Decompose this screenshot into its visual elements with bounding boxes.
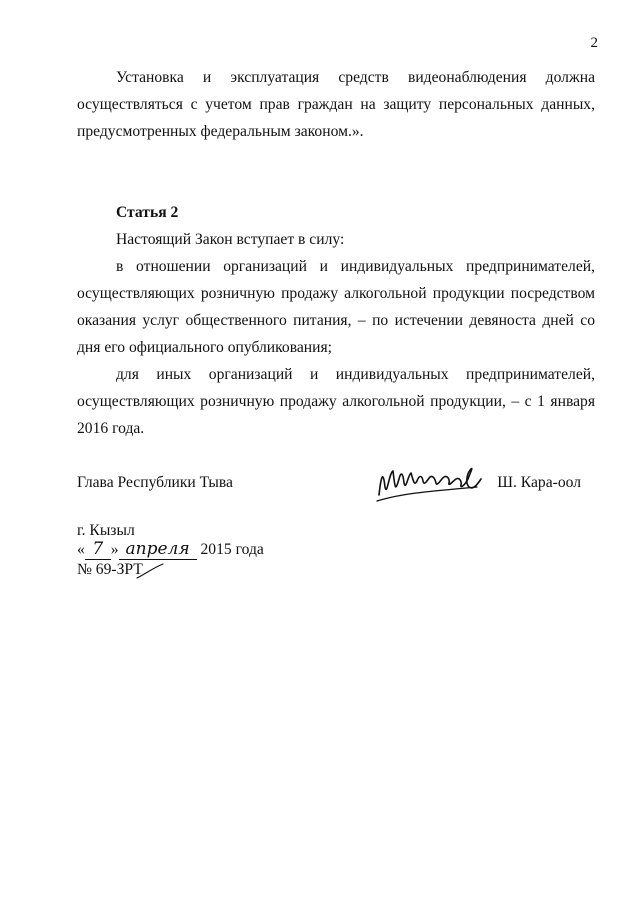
blank-line <box>77 145 595 172</box>
paragraph-catering: в отношении организаций и индивидуальных предпринимателей, осуществляющих розничную продажу алкогольной продукции посредством оказания услуг общественного питания, – по истечении девяноста дней со дня его официального опубликования; <box>77 258 595 356</box>
paragraph-effective: Настоящий Закон вступает в силу: <box>116 231 345 248</box>
signatory-name: Ш. Кара-оол <box>497 474 581 491</box>
article-title: Статья 2 <box>116 204 179 221</box>
law-number-line <box>77 560 143 579</box>
place-date-block <box>77 521 377 579</box>
paragraph-video-surveillance: Установка и эксплуатация средств видеонаблюдения должна осуществляться с учетом прав граждан на защиту персональных данных, предусмотренных федеральным законом.». <box>77 69 595 140</box>
paragraph-other-orgs: для иных организаций и индивидуальных предпринимателей, осуществляющих розничную продажу алкогольной продукции, – с 1 января 2016 года. <box>77 366 595 437</box>
document-body <box>77 64 595 442</box>
open-quote: « <box>77 541 85 558</box>
city: г. Кызыл <box>77 522 135 539</box>
handwritten-signature <box>373 457 483 507</box>
handwritten-stroke <box>135 562 165 580</box>
law-number: № 69-ЗРТ <box>77 561 143 578</box>
signature-block <box>77 469 595 509</box>
year-text: 2015 года <box>200 541 264 558</box>
handwritten-month: апреля <box>119 540 197 560</box>
signatory-title: Глава Республики Тыва <box>77 474 233 491</box>
handwritten-day: 7 <box>85 540 111 560</box>
page-number: 2 <box>590 35 598 51</box>
close-quote: » <box>110 541 119 558</box>
signing-date <box>77 540 377 560</box>
